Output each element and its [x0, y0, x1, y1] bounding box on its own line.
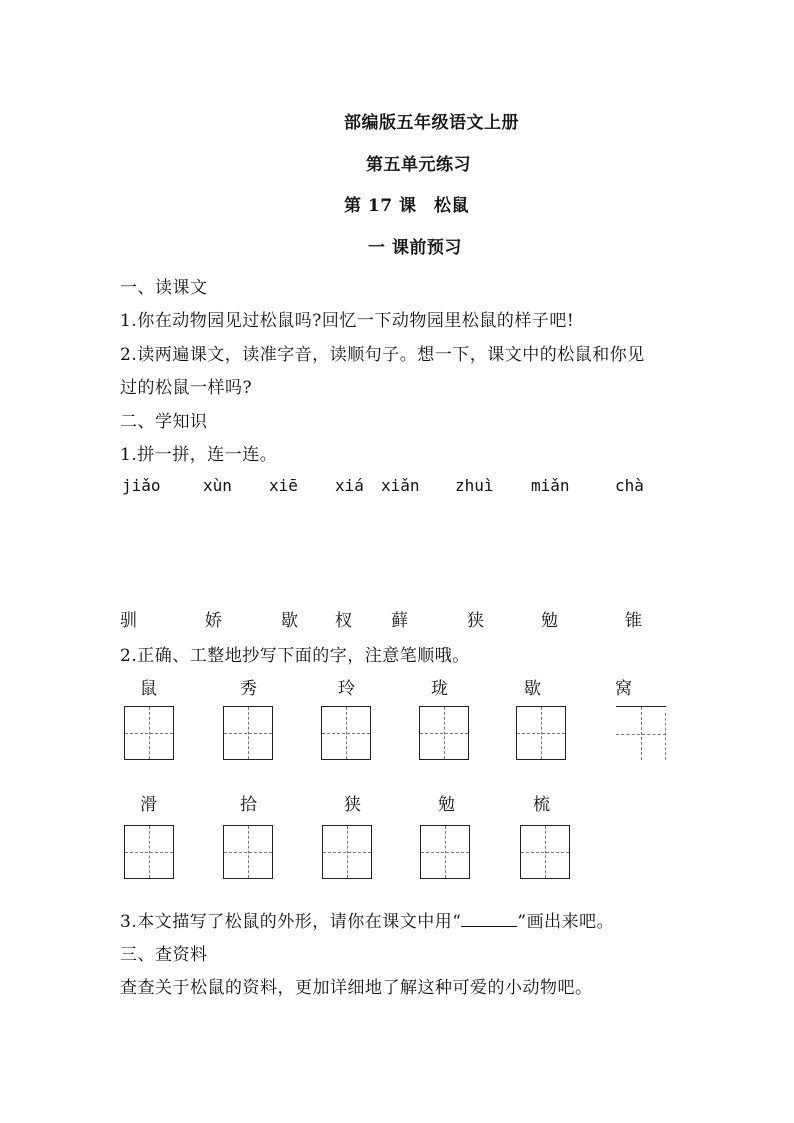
- copy-character: 狭: [344, 795, 361, 815]
- section-1-heading: 一、读课文: [120, 278, 208, 298]
- unit-title: 第五单元练习: [366, 155, 471, 175]
- copy-character: 勉: [438, 795, 455, 815]
- match-character: 驯: [120, 611, 137, 631]
- section-2-heading: 二、学知识: [120, 412, 208, 432]
- copy-character: 窝: [615, 679, 632, 699]
- underline-blank: [461, 912, 517, 927]
- section-1-question-1: 1.你在动物园见过松鼠吗?回忆一下动物园里松鼠的样子吧!: [120, 311, 575, 331]
- writing-grid-box[interactable]: [616, 706, 666, 760]
- match-character: 勉: [541, 611, 558, 631]
- copy-character: 鼠: [140, 679, 157, 699]
- section-1-question-2-line-1: 2.读两遍课文，读准字音，读顺句子。想一下，课文中的松鼠和你见: [120, 345, 645, 365]
- pinyin-item: chà: [615, 476, 644, 495]
- copy-character: 歇: [524, 679, 541, 699]
- question-3-text-before: 3.本文描写了松鼠的外形，请你在课文中用“: [120, 912, 462, 932]
- writing-grid-box[interactable]: [223, 825, 273, 879]
- writing-grid-box[interactable]: [520, 825, 570, 879]
- match-character: 藓: [391, 611, 408, 631]
- pinyin-item: zhuì: [455, 476, 494, 495]
- section-2-question-1: 1.拼一拼，连一连。: [120, 445, 278, 465]
- writing-grid-box[interactable]: [321, 706, 371, 760]
- document-title: 部编版五年级语文上册: [344, 113, 519, 133]
- writing-grid-box[interactable]: [419, 706, 469, 760]
- section-2-question-2: 2.正确、工整地抄写下面的字，注意笔顺哦。: [120, 646, 470, 666]
- writing-grid-box[interactable]: [124, 706, 174, 760]
- match-character: 杈: [335, 611, 352, 631]
- copy-character: 秀: [240, 679, 257, 699]
- section-1-question-2-line-2: 过的松鼠一样吗?: [120, 378, 253, 398]
- writing-grid-box[interactable]: [124, 825, 174, 879]
- pinyin-item: miǎn: [531, 476, 570, 495]
- pinyin-item: xiǎn: [381, 476, 420, 495]
- writing-grid-box[interactable]: [420, 825, 470, 879]
- pinyin-item: jiǎo: [122, 476, 161, 495]
- pinyin-item: xiá: [335, 476, 364, 495]
- writing-grid-box[interactable]: [516, 706, 566, 760]
- copy-character: 玲: [338, 679, 355, 699]
- lesson-title: 第 17 课 松鼠: [344, 196, 469, 216]
- question-3-text-after: ”画出来吧。: [517, 912, 615, 932]
- section-2-question-3: [120, 907, 614, 932]
- writing-grid-box[interactable]: [223, 706, 273, 760]
- match-character: 狭: [467, 611, 484, 631]
- pinyin-item: xiē: [269, 476, 298, 495]
- section-3-heading: 三、查资料: [120, 945, 208, 965]
- writing-grid-box[interactable]: [322, 825, 372, 879]
- section-3-text: 查查关于松鼠的资料，更加详细地了解这种可爱的小动物吧。: [120, 978, 593, 998]
- copy-character: 滑: [140, 795, 157, 815]
- match-character: 歇: [281, 611, 298, 631]
- copy-character: 珑: [431, 679, 448, 699]
- part-title: 一 课前预习: [368, 238, 462, 258]
- copy-character: 梳: [533, 795, 550, 815]
- copy-character: 拾: [240, 795, 257, 815]
- match-character: 锥: [625, 611, 642, 631]
- match-character: 娇: [205, 611, 222, 631]
- pinyin-item: xùn: [203, 476, 232, 495]
